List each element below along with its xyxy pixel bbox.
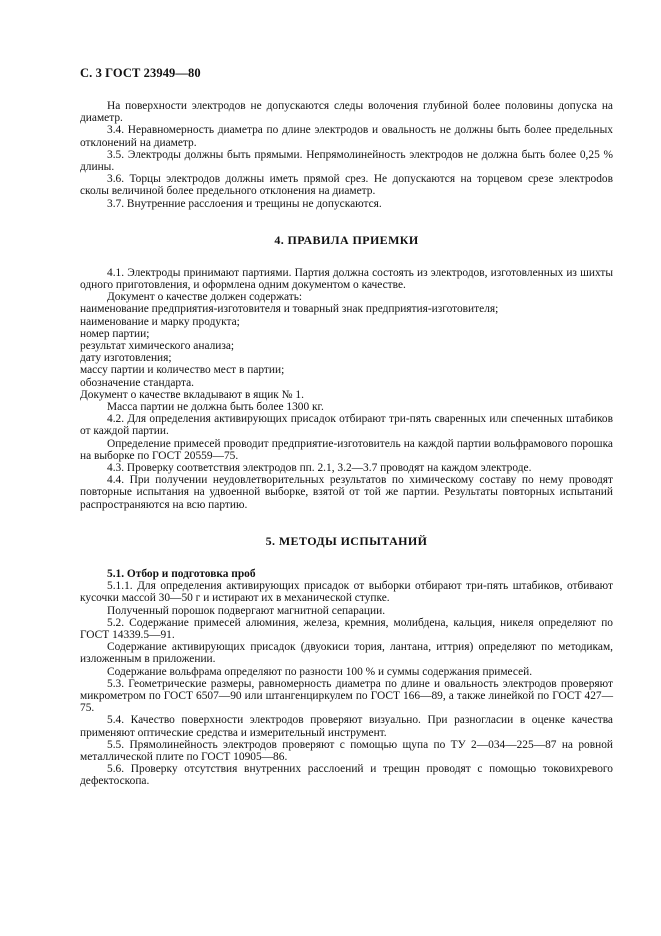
paragraph: Масса партии не должна быть более 1300 кг. — [107, 401, 324, 414]
document-page — [80, 66, 613, 788]
paragraph: 5.6. Проверку отсутствия внутренних расслоений и трещин проводят с помощью токовихревого дефектоскопа. — [80, 763, 613, 788]
paragraph: 5.1.1. Для определения активирующих присадок от выборки отбирают три-пять штабиков, отбивают кусочки массой 30—50 г и истирают их в механической ступке. — [80, 580, 613, 605]
paragraph: Определение примесей проводит предприятие-изготовитель на каждой партии вольфрамового порошка на выборке по ГОСТ 20559—75. — [80, 437, 613, 462]
running-header: С. 3 ГОСТ 23949—80 — [80, 66, 201, 80]
section-4-title: 4. ПРАВИЛА ПРИЕМКИ — [274, 232, 419, 247]
paragraph: 3.5. Электроды должны быть прямыми. Непрямолинейность электродов не должна быть более 0,25 % длины. — [80, 148, 613, 174]
paragraph: 4.4. При получении неудовлетворительных результатов по химическому составу по нему проводят повторные испытания на удвоенной выборке, взятой от той же партии. Результаты повторных испытаний распространяются на всю партию. — [80, 474, 613, 511]
list-item: наименование предприятия-изготовителя и товарный знак предприятия-изготовителя; — [80, 303, 499, 316]
list-item: результат химического анализа; — [80, 340, 235, 353]
paragraph: Содержание активирующих присадок (двуокиси тория, лантана, иттрия) определяют по методикам, изложенным в приложении. — [80, 641, 613, 666]
paragraph: На поверхности электродов не допускаются следы волочения глубиной более половины допуска на диаметр. — [80, 100, 613, 125]
list-item: номер партии; — [80, 327, 150, 340]
section-3-tail — [80, 100, 613, 210]
section-5-body — [80, 580, 613, 787]
paragraph: 5.4. Качество поверхности электродов проверяют визуально. При разногласии в оценке качества применяют оптические средства и измерительный инструмент. — [80, 714, 613, 739]
paragraph: Содержание вольфрама определяют по разности 100 % и суммы содержания примесей. — [107, 665, 533, 678]
paragraph: 5.3. Геометрические размеры, равномерность диаметра по длине и овальность электродов проверяют микрометром по ГОСТ 6507—90 или штангенциркулем по ГОСТ 166—89, а также линейкой по ГОСТ 427—75. — [80, 677, 613, 715]
paragraph: 4.1. Электроды принимают партиями. Партия должна состоять из электродов, изготовленных из шихты одного приготовления, и оформлена одним документом о качестве. — [80, 266, 613, 292]
paragraph: 5.5. Прямолинейность электродов проверяют с помощью щупа по ТУ 2—034—225—87 на ровной металлической плите по ГОСТ 10905—86. — [80, 738, 613, 763]
list-item: обозначение стандарта. — [80, 376, 195, 389]
paragraph: 3.7. Внутренние расслоения и трещины не допускаются. — [107, 197, 382, 210]
list-item: наименование и марку продукта; — [80, 315, 240, 328]
list-item: дату изготовления; — [80, 352, 172, 365]
paragraph: 4.3. Проверку соответствия электродов пп. 2.1, 3.2—3.7 проводят на каждом электроде. — [107, 462, 532, 475]
section-5-title: 5. МЕТОДЫ ИСПЫТАНИЙ — [265, 533, 428, 548]
paragraph: 3.4. Неравномерность диаметра по длине электродов и овальность не должны быть более предельных отклонений на диаметр. — [80, 124, 613, 149]
paragraph: 3.6. Торцы электродов должны иметь прямой срез. Не допускаются на торцевом срезе электроdов сколы величиной более предельного отклонения на диаметр. — [80, 173, 613, 198]
paragraph: Документ о качестве должен содержать: — [107, 291, 303, 304]
paragraph: Полученный порошок подвергают магнитной сепарации. — [107, 604, 386, 617]
section-4-body — [80, 267, 613, 511]
section-5-1-subtitle: 5.1. Отбор и подготовка проб — [107, 567, 256, 580]
list-item: Документ о качестве вкладывают в ящик № 1. — [80, 388, 304, 401]
paragraph: 4.2. Для определения активирующих присадок отбирают три-пять сваренных или спеченных штабиков от каждой партии. — [80, 413, 613, 438]
list-item: массу партии и количество мест в партии; — [80, 364, 285, 377]
paragraph: 5.2. Содержание примесей алюминия, железа, кремния, молибдена, кальция, никеля определяют по ГОСТ 14339.5—91. — [80, 616, 613, 641]
